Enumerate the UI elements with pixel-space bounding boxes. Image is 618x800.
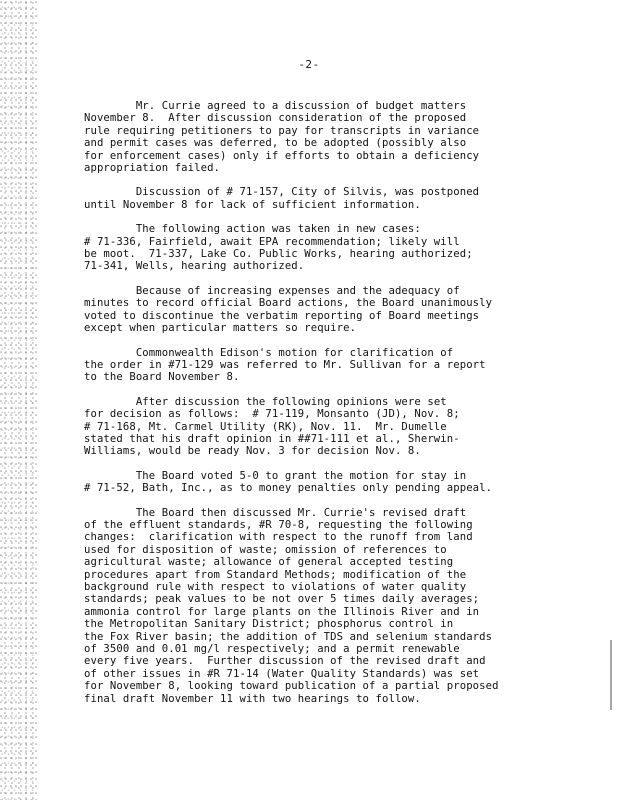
paragraph-budget-matters: Mr. Currie agreed to a discussion of budget matters November 8. After discussion consideration of the proposed rule requiring petitioners to pay for transcripts in variance and permit cases was deferred, to be adopted (possibly also for enforcement cases) only if efforts to obtain a deficiency appropriation failed. <box>84 100 480 175</box>
minutes-body <box>84 100 554 717</box>
paragraph-stay-motion: The Board voted 5-0 to grant the motion for stay in # 71-52, Bath, Inc., as to money penalties only pending appeal. <box>84 469 493 495</box>
paragraph-opinions-schedule: After discussion the following opinions were set for decision as follows: # 71-119, Monsanto (JD), Nov. 8; # 71-168, Mt. Carmel Utility (RK), Nov. 11. Mr. Dumelle stated that his draft opinion in ##71-111 et al., Sherwin- Williams, would be ready Nov. 3 for decision Nov. 8. <box>84 395 460 458</box>
paragraph-silvis-postponed: Discussion of # 71-157, City of Silvis, was postponed until November 8 for lack of sufficient information. <box>84 186 480 211</box>
paragraph-new-cases: The following action was taken in new cases: # 71-336, Fairfield, await EPA recommendation; likely will be moot. 71-337, Lake Co. Public Works, hearing authorized; 71-341, Wells, hearing authorized. <box>84 223 473 273</box>
paragraph-verbatim-reporting: Because of increasing expenses and the adequacy of minutes to record official Board actions, the Board unanimously voted to discontinue the verbatim reporting of Board meetings except when particular matters so require. <box>84 284 493 335</box>
page-number: -2- <box>298 58 320 71</box>
scan-noise-left-edge <box>0 0 38 800</box>
scan-mark-right-edge <box>610 640 612 710</box>
paragraph-effluent-standards: The Board then discussed Mr. Currie's revised draft of the effluent standards, #R 70-8, requesting the following changes: clarification with respect to the runoff from land used for disposition of waste; omission of references to agricultural waste; allowance of general accepted testing procedures apart from Standard Methods; modification of the background rule with respect to violations of water quality standards; peak values to be not over 5 times daily averages; ammonia control for large plants on the Illinois River and in the Metropolitan Sanitary District; phosphorus control in the Fox River basin; the addition of TDS and selenium standards of 3500 and 0.01 mg/l respectively; and a permit renewable every five years. Further discussion of the revised draft and of other issues in #R 71-14 (Water Quality Standards) was set for November 8, looking toward publication of a partial proposed final draft November 11 with two hearings to follow. <box>84 506 499 705</box>
paragraph-commonwealth-edison: Commonwealth Edison's motion for clarification of the order in #71-129 was referred to Mr. Sullivan for a report to the Board November 8. <box>84 346 486 384</box>
